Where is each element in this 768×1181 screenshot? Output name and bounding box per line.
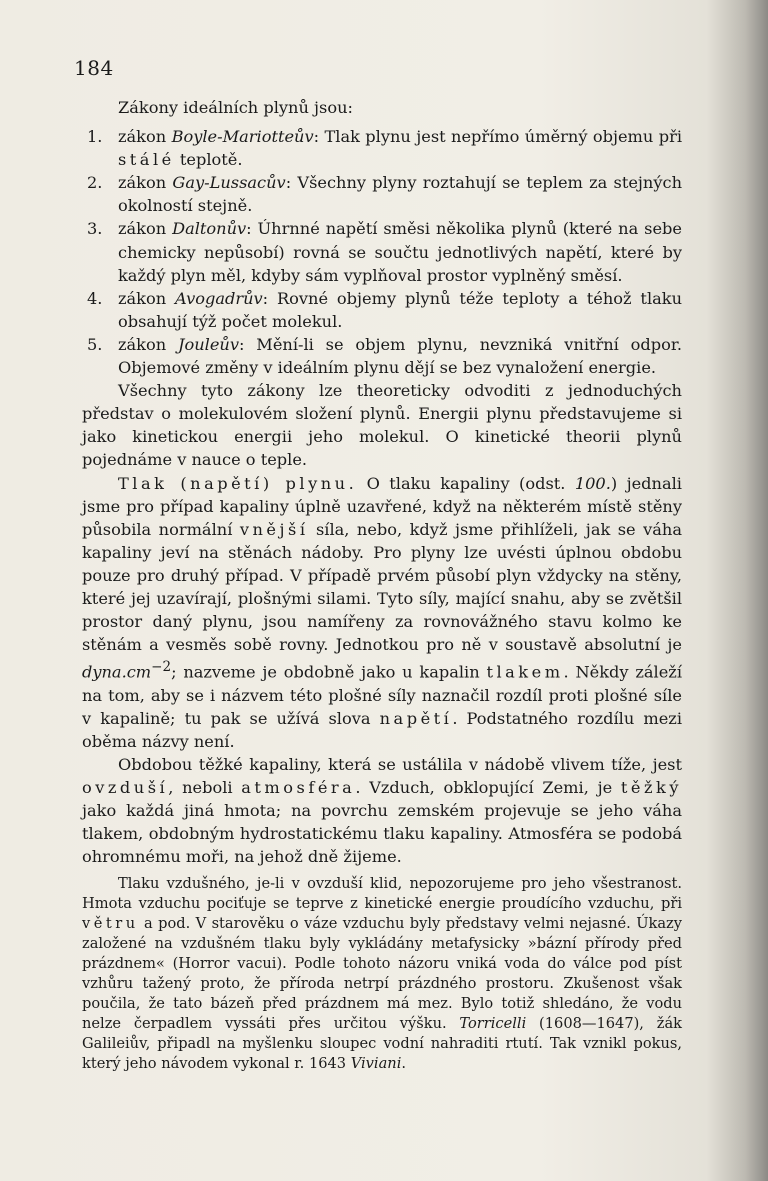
unit-exponent: −2 bbox=[151, 659, 172, 676]
law-item: 2. zákon Gay-Lussacův: Všechny plyny roztahují se teplem za stejných okolností stejně. bbox=[87, 173, 682, 216]
law-name: Jouleův bbox=[177, 334, 239, 354]
law-item: 4. zákon Avogadrův: Rovné objemy plynů téže teploty a téhož tlaku obsahují týž počet molekul. bbox=[87, 288, 683, 331]
person-name: Torricelli bbox=[459, 1014, 527, 1032]
law-number: 3. bbox=[87, 219, 103, 239]
law-name: Gay-Lussacův bbox=[172, 173, 286, 193]
spaced-term: tlakem bbox=[486, 662, 564, 682]
law-item: 3. zákon Daltonův: Úhrnné napětí směsi několika plynů (které na sebe chemicky nepůsobí) rovná se součtu jednotlivých napětí, které by každý plyn měl, kdyby sám vyplňoval prostor vyplněný směsí. bbox=[87, 219, 682, 285]
spaced-term: vnější bbox=[239, 519, 309, 539]
small-print-note: Tlaku vzdušného, je-li v ovzduší klid, nepozorujeme pro jeho všestranost. Hmota vzduchu pociťuje se teprve z kinetické energie proudícího vzduchu, při větru a pod. V starověku o váze vzduchu byly představy velmi nejasné. Úkazy založené na vzdušném tlaku byly vykládány metafysicky »bázní přírody před prázdnem« (Horror vacui). Podle tohoto názoru vniká voda do válce pod píst vzhůru tažený proto, že příroda netrpí prázdného prostoru. Zkušenost však poučila, že tato bázeň před prázdnem má mez. Bylo totiž shledáno, že vodu nelze čerpadlem vyssáti přes určitou výšku. Torricelli (1608—1647), žák Galileiův, připadl na myšlenku sloupec vodní nahraditi rtutí. Tak vznikl pokus, který jeho návodem vykonal r. 1643 Viviani. bbox=[82, 875, 682, 1072]
spaced-term: atmosféra bbox=[241, 778, 356, 798]
paragraph-atmosphere: Obdobou těžké kapaliny, která se ustálila v nádobě vlivem tíže, jest ovzduší, neboli atmosféra. Vzduch, obklopující Zemi, je těžký jako každá jiná hmota; na povrchu zemském projevuje se jeho váha tlakem, obdobným hydrostatickému tlaku kapaliny. Atmosféra se podobá ohromnému moři, na jehož dně žijeme. bbox=[82, 755, 682, 867]
person-name: Viviani bbox=[350, 1054, 402, 1072]
law-number: 4. bbox=[87, 288, 103, 308]
law-name: Avogadrův bbox=[175, 288, 263, 308]
law-item: 1. zákon Boyle-Mariotteův: Tlak plynu jest nepřímo úměrný objemu při stálé teplotě. bbox=[87, 127, 683, 170]
unit-formula: dyna.cm bbox=[82, 662, 152, 682]
paragraph-pressure: Tlak (napětí) plynu. O tlaku kapaliny (odst. 100.) jednali jsme pro případ kapaliny úplně uzavřené, když na některém místě stěny působila normální vnější síla, nebo, když jsme přihlíželi, jak se váha kapaliny jeví na stěnách nádoby. Pro plyny lze uvésti úplnou obdobu pouze pro druhý případ. V případě prvém působí plyn vždycky na stěny, které jej uzavírají, plošnými silami. Tyto síly, mající snahu, aby se zvětšil prostor daný plynu, jsou namířeny za rovnovážného stavu kolmo ke stěnám a vesměs sobě rovny. Jednotkou pro ně v soustavě absolutní je $dyna.cm^{-2}$; nazveme je obdobně jako u kapalin tlakem. Někdy záleží na tom, aby se i názvem této plošné síly naznačil rozdíl proti plošné síle v kapalině; tu pak se užívá slova napětí. Podstatného rozdílu mezi oběma názvy není. bbox=[82, 473, 683, 751]
spaced-term: větru bbox=[82, 915, 139, 933]
page-body bbox=[82, 96, 682, 1074]
section-heading: Tlak (napětí) plynu. bbox=[118, 473, 358, 493]
law-number: 5. bbox=[87, 334, 103, 354]
section-reference: 100. bbox=[574, 473, 611, 493]
law-number: 1. bbox=[87, 127, 103, 147]
law-name: Daltonův bbox=[172, 219, 247, 239]
page-number: 184 bbox=[74, 56, 114, 80]
spaced-term: stálé bbox=[118, 150, 175, 170]
paragraph-theory: Všechny tyto zákony lze theoreticky odvoditi z jednoduchých představ o molekulovém složení plynů. Energii plynu představujeme si jako kinetickou energii jeho molekul. O kinetické theorii plynů pojednáme v nauce o teple. bbox=[82, 381, 682, 470]
spaced-term: napětí bbox=[379, 708, 453, 728]
spaced-term: těžký bbox=[620, 778, 682, 798]
law-number: 2. bbox=[87, 173, 103, 193]
spaced-term: ovzduší bbox=[82, 778, 169, 798]
law-item: 5. zákon Jouleův: Mění-li se objem plynu, nevzniká vnitřní odpor. Objemové změny v ideálním plynu dějí se bez vynaložení energie. bbox=[87, 334, 682, 378]
laws-intro: Zákony ideálních plynů jsou: bbox=[118, 98, 353, 117]
law-name: Boyle-Mariotteův bbox=[171, 127, 314, 147]
